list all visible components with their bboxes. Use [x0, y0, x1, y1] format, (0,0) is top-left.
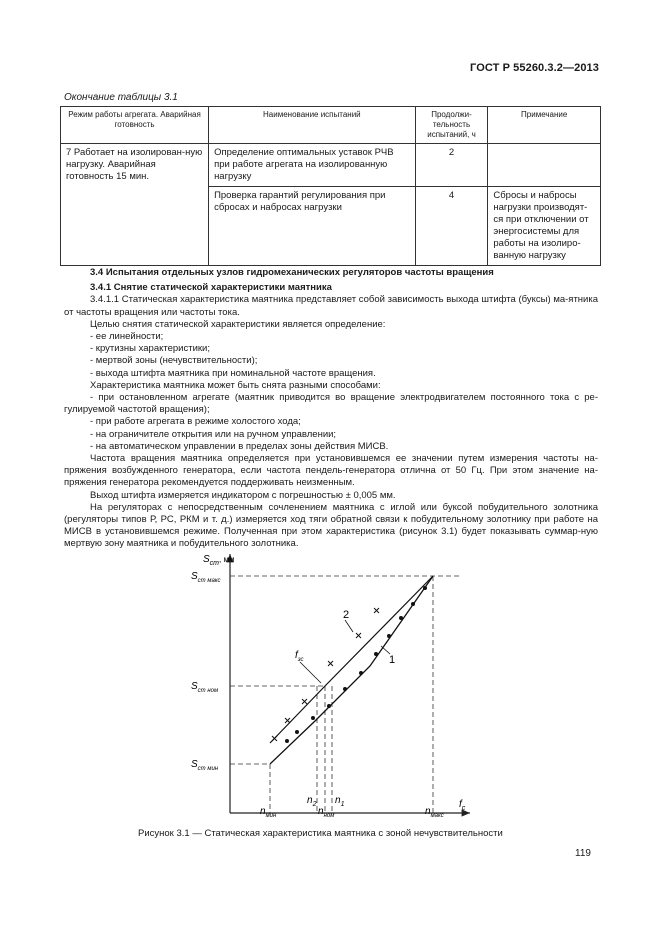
table-cell-test: Проверка гарантий регулирования при сбросах и набросах нагрузки: [209, 187, 416, 266]
table-row: [61, 144, 601, 187]
table-cell-test: Определение оптимальных уставок РЧВ при работе агрегата на изолированную нагрузку: [209, 144, 416, 187]
list-item: - ее линейности;: [90, 331, 164, 343]
table-header-duration: Продолжи-тельность испытаний, ч: [415, 107, 488, 144]
tick-x-min: $n_{мин}$: [260, 806, 277, 819]
list-item: - крутизны характеристики;: [90, 343, 210, 355]
tick-y-nom: $S_{ст ном}$: [191, 681, 219, 694]
curve-2-label: 2: [343, 609, 350, 621]
table-header-mode: Режим работы агрегата. Аварийная готовность: [61, 107, 209, 144]
list-item: - мертвой зоны (нечувствительности);: [90, 355, 258, 367]
tick-x-n2: $n_2$: [307, 795, 317, 808]
list-item: - выхода штифта маятника при номинальной частоте вращения.: [90, 367, 376, 379]
tick-x-nom: $n_{ном}$: [318, 806, 335, 819]
tick-x-max: $n_{макс}$: [425, 806, 444, 819]
table-3-1: [60, 106, 601, 266]
paragraph: Целью снятия статической характеристики является определение:: [90, 318, 386, 330]
table-cell-note: Сбросы и набросы нагрузки производят-ся при отключении от энергосистемы для работы на изолиро-ванную нагрузку: [488, 187, 601, 266]
list-item: - на ограничителе открытия или на ручном управлении;: [90, 428, 337, 440]
table-caption: Окончание таблицы 3.1: [64, 92, 178, 103]
table-cell-mode: 7 Работает на изолирован-ную нагрузку. Аварийная готовность 15 мин.: [61, 144, 209, 266]
paragraph: 3.4.1.1 Статическая характеристика маятника представляет собой зависимость выхода штифта (буксы) ма-ятника от частоты вращения или частоты тока.: [64, 294, 598, 318]
curve-2-points: [272, 608, 379, 741]
table-cell-duration: 2: [415, 144, 488, 187]
page-number: 119: [575, 848, 591, 859]
tick-y-max: $S_{ст макс}$: [191, 571, 221, 584]
table-header-note: Примечание: [488, 107, 601, 144]
figure-caption: Рисунок 3.1 — Статическая характеристика маятника с зоной нечувствительности: [138, 828, 503, 839]
x-axis-label: $f_c$: [459, 799, 466, 812]
dead-zone-label: $f_{зс}$: [295, 650, 304, 663]
tick-x-n1: $n_1$: [335, 795, 345, 808]
paragraph: На регуляторах с непосредственным сочленением маятника с иглой или буксой побудительного золотника (регуляторы типов Р, РС, РКМ и т. д.) измеряется ход тяги обратной связи к побудительному золотнику при работе на МИСВ в установившемся режиме. Полученная при этом характеристика (рисунок 3.1) будет показывать суммар-ную мертвую зону маятника и побудительного золотника.: [64, 501, 598, 550]
table-header-test: Наименование испытаний: [209, 107, 416, 144]
heading-3-4: 3.4 Испытания отдельных узлов гидромеханических регуляторов частоты вращения: [90, 267, 494, 278]
paragraph: Выход штифта измеряется индикатором с погрешностью ± 0,005 мм.: [90, 489, 396, 501]
standard-header: ГОСТ Р 55260.3.2—2013: [470, 62, 599, 74]
curve-1: [270, 576, 433, 764]
paragraph: Частота вращения маятника определяется при установившемся ее значении путем измерения частоты на-пряжения возбужденного генератора, если частота пендель-генератора отлична от 50 Гц. При этом значение на-пряжения генератора рекомендуется поддерживать неизменным.: [64, 453, 598, 489]
curve-1-label: 1: [389, 654, 396, 666]
tick-y-min: $S_{ст мин}$: [191, 759, 219, 772]
figure-3-1: [175, 546, 485, 821]
table-cell-duration: 4: [415, 187, 488, 266]
paragraph: Характеристика маятника может быть снята разными способами:: [90, 379, 381, 391]
curve-1-points: [285, 586, 427, 743]
section-text: [64, 267, 598, 551]
list-item: - на автоматическом управлении в пределах зоны действия МИСВ.: [90, 440, 389, 452]
list-item: - при работе агрегата в режиме холостого хода;: [90, 416, 301, 428]
table-cell-note: [488, 144, 601, 187]
list-item: - при остановленном агрегате (маятник приводится во вращение электродвигателем постоянного тока с ре-гулируемой частотой вращения);: [64, 392, 598, 416]
y-axis-label: $S_{ст}^{, мм}$: [203, 554, 235, 567]
heading-3-4-1: 3.4.1 Снятие статической характеристики маятника: [90, 282, 332, 294]
